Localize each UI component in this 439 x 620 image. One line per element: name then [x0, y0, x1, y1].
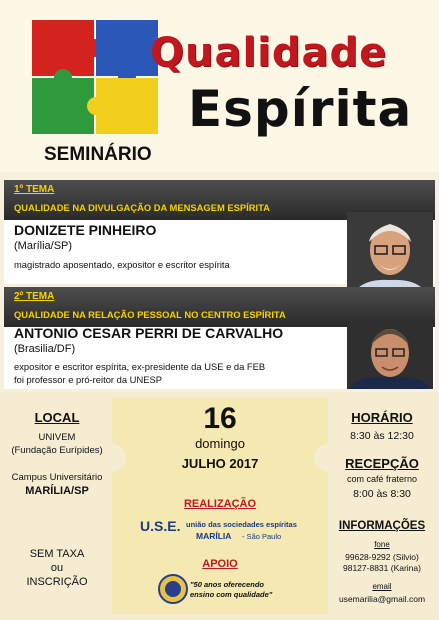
puzzle-logo-icon [30, 18, 162, 136]
realizacao-heading: REALIZAÇÃO [183, 498, 257, 510]
title-qualidade: Qualidade [150, 30, 388, 76]
seminario-label: SEMINÁRIO [44, 144, 152, 165]
recepcao-note: com café fraterno [346, 474, 418, 484]
title-espirita: Espírita [188, 80, 413, 138]
tema-1-topic: QUALIDADE NA DIVULGAÇÃO DA MENSAGEM ESPÍRITA [14, 202, 270, 213]
local-line3: Campus Universitário [11, 472, 103, 483]
speaker-2-photo [347, 321, 433, 389]
use-logo-text: U.S.E. [140, 518, 181, 534]
local-line4: MARÍLIA/SP [25, 485, 89, 497]
tema-2-body [4, 327, 435, 389]
tema-1-body [4, 220, 435, 284]
apoio-heading: APOIO [202, 558, 238, 570]
email-link[interactable]: usemarilia@gmail.com [338, 594, 426, 604]
tema-2-topic: QUALIDADE NA RELAÇÃO PESSOAL NO CENTRO ESPÍRITA [14, 309, 286, 320]
recepcao-heading: RECEPÇÃO [345, 456, 419, 471]
event-day: 16 [203, 402, 237, 435]
tema-1-label: 1º TEMA [14, 184, 55, 195]
speaker-2-name: ANTONIO CESAR PERRI DE CARVALHO [14, 325, 284, 341]
tema-1-section [4, 180, 435, 284]
inscricao-line1: SEM TAXA [29, 548, 85, 560]
apoio-slogan-line2: ensino com qualidade" [190, 590, 273, 599]
fone-label: fone [374, 540, 390, 549]
org-state: - São Paulo [242, 532, 282, 541]
org-name: união das sociedades espíritas [186, 520, 297, 529]
org-city: MARÍLIA [196, 531, 232, 541]
horario-heading: HORÁRIO [351, 410, 413, 425]
univem-seal-icon [158, 574, 188, 604]
event-weekday: domingo [195, 436, 245, 451]
apoio-slogan-line1: "50 anos oferecendo [190, 580, 264, 589]
inscricao-line2: ou [50, 562, 64, 574]
speaker-2-description-line1: expositor e escritor espírita, ex-presidente da USE e da FEB [14, 361, 266, 372]
tema-2-section [4, 287, 435, 389]
inscricao-line3: INSCRIÇÃO [26, 576, 88, 588]
email-label: email [372, 582, 392, 591]
poster-header [0, 0, 439, 172]
speaker-1-location: (Marília/SP) [14, 240, 73, 252]
informacoes-heading: INFORMAÇÕES [338, 520, 426, 532]
speaker-1-description: magistrado aposentado, expositor e escritor espírita [14, 259, 230, 270]
event-month-year: JULHO 2017 [181, 456, 259, 471]
tema-2-label: 2º TEMA [14, 291, 55, 302]
recepcao-value: 8:00 às 8:30 [353, 488, 411, 500]
local-line1: UNIVEM [38, 432, 76, 443]
speaker-1-name: DONIZETE PINHEIRO [14, 222, 157, 238]
speaker-2-location: (Brasilia/DF) [14, 343, 76, 355]
phone-2: 98127-8831 (Karina) [343, 563, 421, 573]
speaker-2-description-line2: foi professor e pró-reitor da UNESP [14, 374, 162, 385]
local-line2: (Fundação Eurípides) [11, 445, 103, 456]
horario-value: 8:30 às 12:30 [350, 430, 414, 442]
phone-1: 99628-9292 (Silvio) [345, 552, 419, 562]
local-heading: LOCAL [34, 410, 80, 425]
event-details [0, 392, 439, 620]
